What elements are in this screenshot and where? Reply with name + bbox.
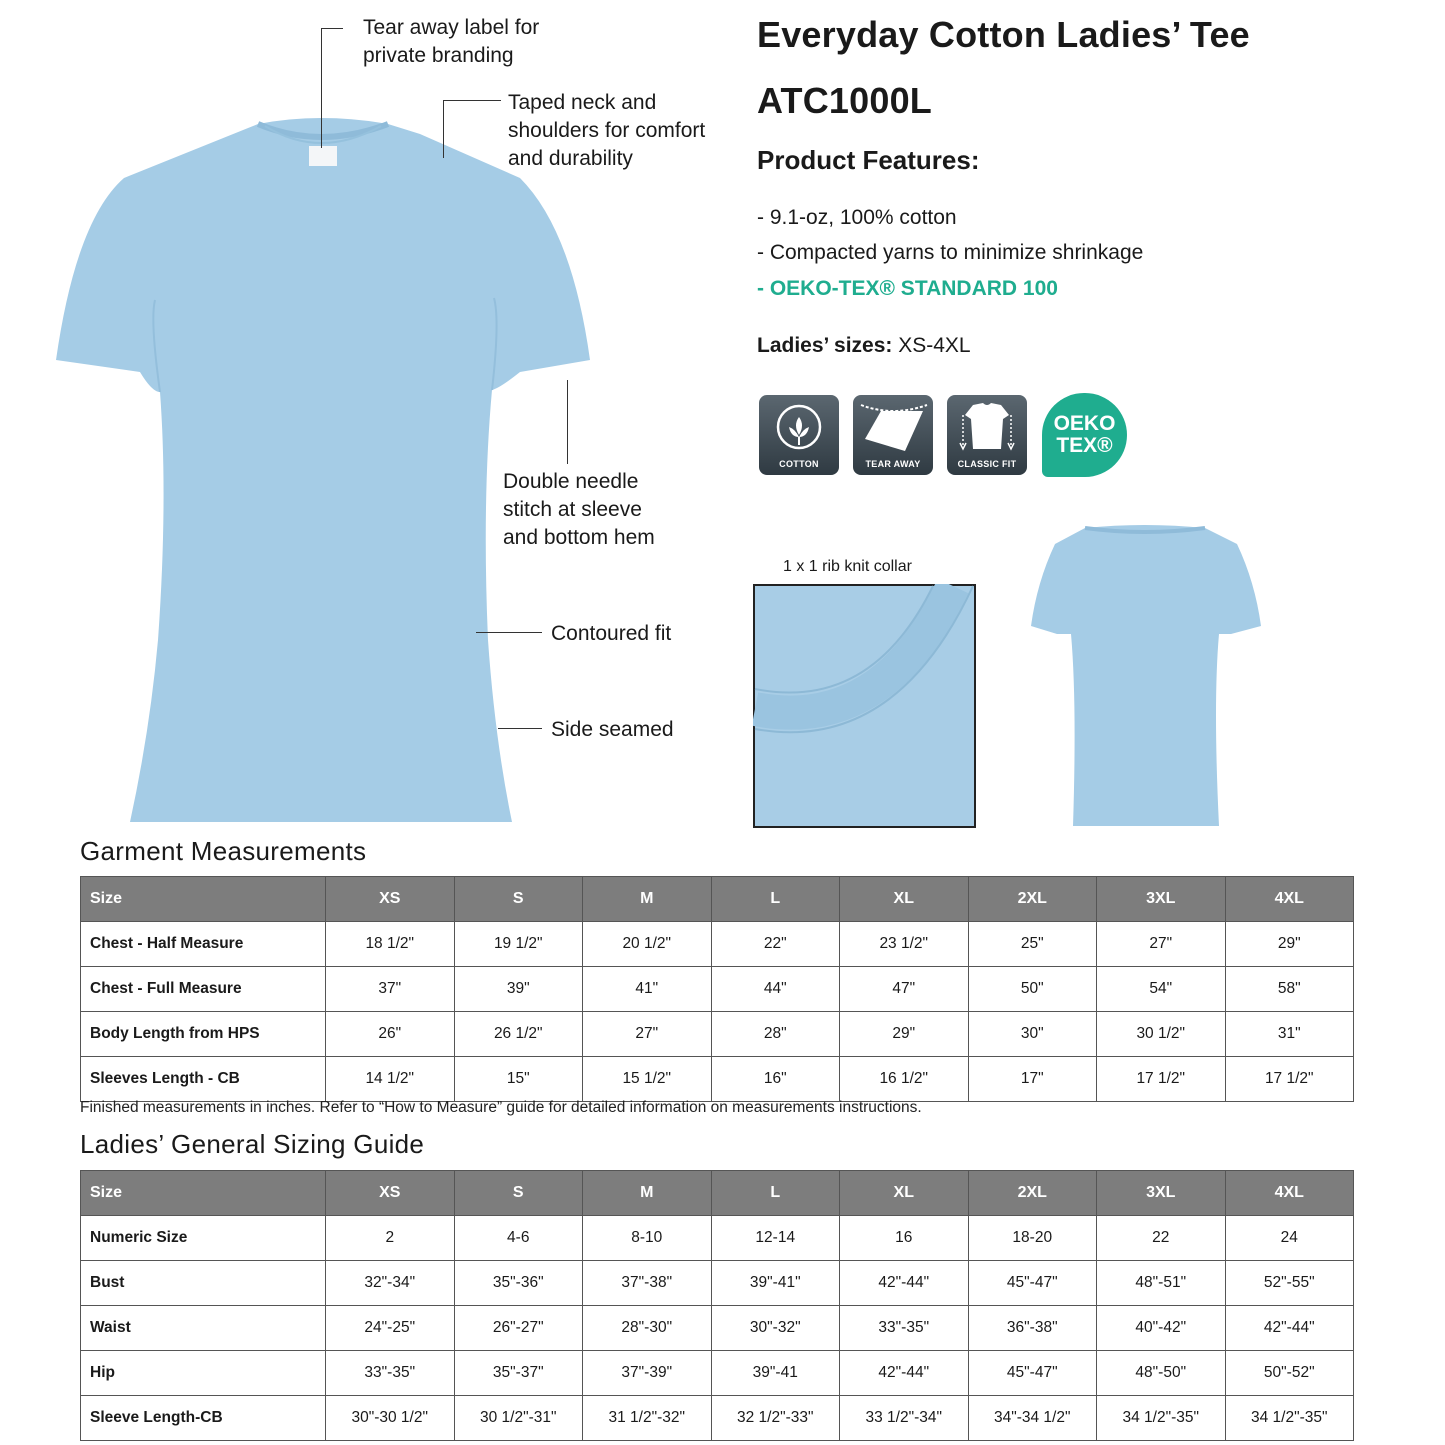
- table-cell: 52"-55": [1225, 1261, 1354, 1306]
- row-label: Hip: [81, 1351, 326, 1396]
- header-cell: M: [583, 1171, 712, 1216]
- table-cell: 32 1/2"-33": [711, 1396, 840, 1441]
- table-cell: 33"-35": [326, 1351, 455, 1396]
- table-cell: 39"-41": [711, 1261, 840, 1306]
- table-row: [81, 1351, 1354, 1396]
- table-cell: 15": [454, 1057, 583, 1102]
- table-cell: 27": [1097, 922, 1226, 967]
- table-cell: 26"-27": [454, 1306, 583, 1351]
- header-cell: S: [454, 1171, 583, 1216]
- table-row: [81, 1396, 1354, 1441]
- header-cell: 3XL: [1097, 877, 1226, 922]
- table-cell: 32"-34": [326, 1261, 455, 1306]
- table-row: [81, 1261, 1354, 1306]
- callout-side-seamed: Side seamed: [551, 718, 674, 741]
- row-label: Waist: [81, 1306, 326, 1351]
- table-cell: 31 1/2"-32": [583, 1396, 712, 1441]
- header-cell: Size: [81, 877, 326, 922]
- table-cell: 33"-35": [840, 1306, 969, 1351]
- sizing-guide-title: Ladies’ General Sizing Guide: [80, 1129, 425, 1159]
- table-cell: 17": [968, 1057, 1097, 1102]
- table-row: [81, 1012, 1354, 1057]
- header-cell: 3XL: [1097, 1171, 1226, 1216]
- garment-measurements-title: Garment Measurements: [80, 836, 367, 866]
- table-cell: 41": [583, 967, 712, 1012]
- callout-taped-neck: Taped neck and shoulders for comfort and durability: [508, 91, 706, 170]
- row-label: Body Length from HPS: [81, 1012, 326, 1057]
- table-cell: 30"-30 1/2": [326, 1396, 455, 1441]
- header-cell: Size: [81, 1171, 326, 1216]
- table-row: [81, 1057, 1354, 1102]
- table-cell: 35"-36": [454, 1261, 583, 1306]
- table-cell: 18 1/2": [326, 922, 455, 967]
- product-code: ATC1000L: [757, 80, 932, 121]
- table-cell: 30 1/2"-31": [454, 1396, 583, 1441]
- table-cell: 14 1/2": [326, 1057, 455, 1102]
- tear-away-label-tag: [309, 146, 337, 166]
- table-cell: 18-20: [968, 1216, 1097, 1261]
- header-cell: 2XL: [968, 877, 1097, 922]
- header-cell: L: [711, 1171, 840, 1216]
- tee-back-image: [1025, 522, 1265, 832]
- table-cell: 16: [840, 1216, 969, 1261]
- table-cell: 8-10: [583, 1216, 712, 1261]
- table-cell: 45"-47": [968, 1351, 1097, 1396]
- table-cell: 42"-44": [840, 1261, 969, 1306]
- table-cell: 4-6: [454, 1216, 583, 1261]
- table-cell: 30 1/2": [1097, 1012, 1226, 1057]
- sizing-guide-table: [80, 1170, 1354, 1441]
- table-cell: 35"-37": [454, 1351, 583, 1396]
- classic-fit-badge-label: CLASSIC FIT: [957, 459, 1017, 469]
- table-cell: 22": [711, 922, 840, 967]
- table-cell: 12-14: [711, 1216, 840, 1261]
- collar-closeup-image: [753, 584, 976, 828]
- table-cell: 26": [326, 1012, 455, 1057]
- sizes-value: XS-4XL: [892, 334, 971, 357]
- callout-contoured-fit: Contoured fit: [551, 622, 672, 645]
- callout-double-needle: Double needle stitch at sleeve and bottom hem: [503, 470, 655, 549]
- garment-measurements-table: [80, 876, 1354, 1102]
- table-row: [81, 922, 1354, 967]
- table-cell: 42"-44": [1225, 1306, 1354, 1351]
- header-cell: S: [454, 877, 583, 922]
- table-cell: 22: [1097, 1216, 1226, 1261]
- table-cell: 37": [326, 967, 455, 1012]
- classic-fit-icon: [947, 395, 1027, 455]
- table-cell: 19 1/2": [454, 922, 583, 967]
- oeko-tex-logo: [1042, 393, 1127, 477]
- header-cell: 2XL: [968, 1171, 1097, 1216]
- table-cell: 30": [968, 1012, 1097, 1057]
- table-cell: 24"-25": [326, 1306, 455, 1351]
- table-row: [81, 1216, 1354, 1261]
- table-row: [81, 967, 1354, 1012]
- table-cell: 58": [1225, 967, 1354, 1012]
- header-cell: XS: [326, 877, 455, 922]
- table-cell: 47": [840, 967, 969, 1012]
- table-cell: 42"-44": [840, 1351, 969, 1396]
- table-cell: 50"-52": [1225, 1351, 1354, 1396]
- table-cell: 48"-51": [1097, 1261, 1226, 1306]
- table-cell: 50": [968, 967, 1097, 1012]
- table-cell: 30"-32": [711, 1306, 840, 1351]
- cotton-badge: [759, 395, 839, 475]
- table-cell: 39": [454, 967, 583, 1012]
- table-cell: 26 1/2": [454, 1012, 583, 1057]
- table-cell: 20 1/2": [583, 922, 712, 967]
- product-name: Everyday Cotton Ladies’ Tee: [757, 14, 1250, 55]
- row-label: Sleeve Length-CB: [81, 1396, 326, 1441]
- header-cell: XL: [840, 877, 969, 922]
- table-cell: 34 1/2"-35": [1225, 1396, 1354, 1441]
- table-cell: 39"-41: [711, 1351, 840, 1396]
- cotton-badge-label: COTTON: [779, 459, 819, 469]
- cotton-icon: [759, 395, 839, 455]
- header-cell: M: [583, 877, 712, 922]
- table-header-row: [81, 1171, 1354, 1216]
- table-cell: 24: [1225, 1216, 1354, 1261]
- features-heading: Product Features:: [757, 145, 980, 175]
- table-cell: 40"-42": [1097, 1306, 1226, 1351]
- row-label: Bust: [81, 1261, 326, 1306]
- row-label: Sleeves Length - CB: [81, 1057, 326, 1102]
- callout-tear-away-label: Tear away label for private branding: [363, 16, 540, 67]
- table-cell: 27": [583, 1012, 712, 1057]
- feature-oeko-tex: - OEKO-TEX® STANDARD 100: [757, 277, 1058, 300]
- table-cell: 34"-34 1/2": [968, 1396, 1097, 1441]
- table-cell: 28": [711, 1012, 840, 1057]
- feature-item: - Compacted yarns to minimize shrinkage: [757, 241, 1144, 264]
- row-label: Chest - Full Measure: [81, 967, 326, 1012]
- oeko-logo-line1: OEKO: [1053, 412, 1116, 435]
- table-cell: 37"-38": [583, 1261, 712, 1306]
- table-cell: 2: [326, 1216, 455, 1261]
- row-label: Chest - Half Measure: [81, 922, 326, 967]
- table-cell: 54": [1097, 967, 1226, 1012]
- table-cell: 25": [968, 922, 1097, 967]
- table-cell: 34 1/2"-35": [1097, 1396, 1226, 1441]
- oeko-logo-line2: TEX®: [1056, 434, 1113, 457]
- header-cell: XL: [840, 1171, 969, 1216]
- table-cell: 44": [711, 967, 840, 1012]
- feature-item: - 9.1-oz, 100% cotton: [757, 206, 957, 229]
- table-cell: 45"-47": [968, 1261, 1097, 1306]
- tear-away-badge-label: TEAR AWAY: [865, 459, 921, 469]
- header-cell: 4XL: [1225, 877, 1354, 922]
- table-cell: 15 1/2": [583, 1057, 712, 1102]
- table-cell: 23 1/2": [840, 922, 969, 967]
- table-cell: 29": [840, 1012, 969, 1057]
- sizes-label: Ladies’ sizes:: [757, 334, 893, 357]
- tear-away-icon: [853, 395, 933, 455]
- table-cell: 17 1/2": [1097, 1057, 1226, 1102]
- header-cell: 4XL: [1225, 1171, 1354, 1216]
- table-cell: 16 1/2": [840, 1057, 969, 1102]
- table-cell: 29": [1225, 922, 1354, 967]
- tear-away-badge: [853, 395, 933, 475]
- measurements-note: Finished measurements in inches. Refer to “How to Measure” guide for detailed information on measurements instructions.: [80, 1099, 922, 1116]
- row-label: Numeric Size: [81, 1216, 326, 1261]
- header-cell: XS: [326, 1171, 455, 1216]
- table-row: [81, 1306, 1354, 1351]
- table-cell: 31": [1225, 1012, 1354, 1057]
- table-cell: 17 1/2": [1225, 1057, 1354, 1102]
- ladies-sizes: [757, 332, 971, 360]
- table-cell: 33 1/2"-34": [840, 1396, 969, 1441]
- table-cell: 36"-38": [968, 1306, 1097, 1351]
- table-cell: 48"-50": [1097, 1351, 1226, 1396]
- table-header-row: [81, 877, 1354, 922]
- table-cell: 28"-30": [583, 1306, 712, 1351]
- table-cell: 16": [711, 1057, 840, 1102]
- header-cell: L: [711, 877, 840, 922]
- table-cell: 37"-39": [583, 1351, 712, 1396]
- classic-fit-badge: [947, 395, 1027, 475]
- collar-caption: 1 x 1 rib knit collar: [783, 558, 912, 575]
